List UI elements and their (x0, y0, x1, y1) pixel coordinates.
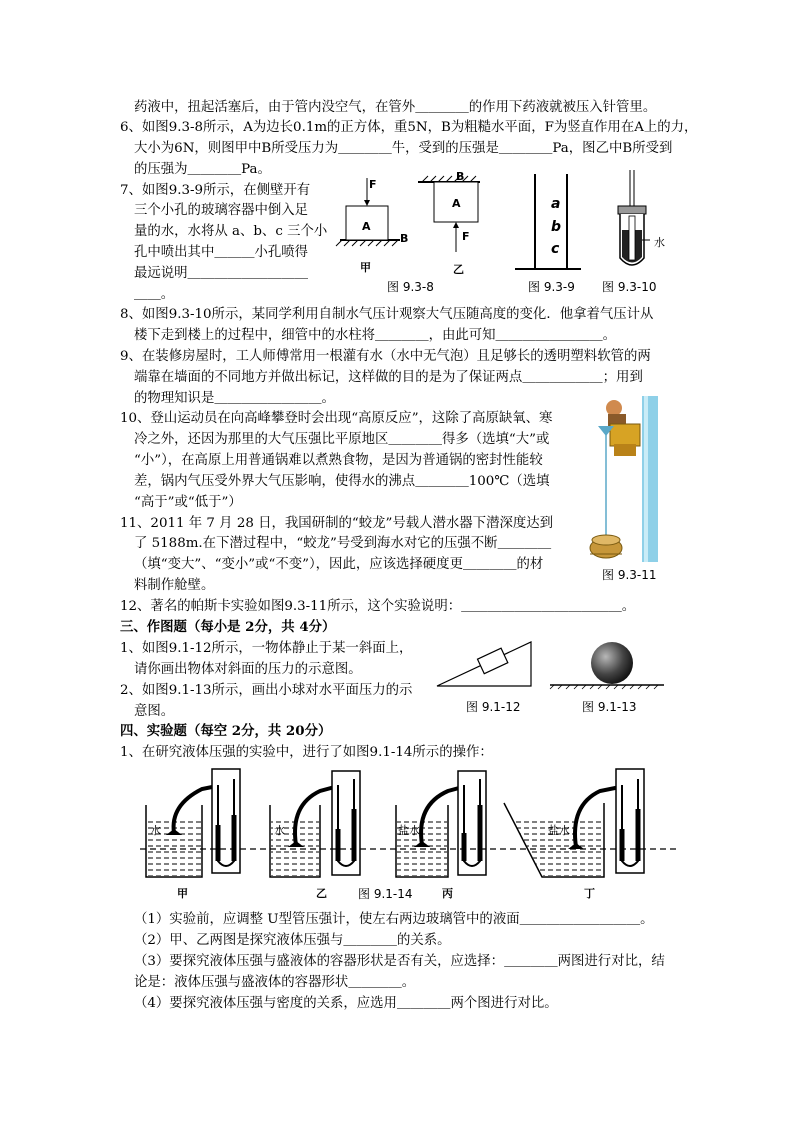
fig9114-caption: 图 9.1-14 (358, 887, 413, 901)
question-11-line-4: 料制作舱壁。 (134, 578, 215, 593)
fig9114-label-water-yi: 水 (274, 824, 285, 837)
question-7-line-5: 最远说明＿＿＿＿＿＿＿＿＿ (134, 266, 309, 281)
drawing-q2-line-1: 2、如图9.1-13所示，画出小球对水平面压力的示 (120, 683, 413, 698)
drawing-q1-line-2: 请你画出物体对斜面的压力的示意图。 (134, 662, 362, 677)
section-4-heading: 四、实验题（每空 2分，共 20分） (120, 723, 332, 739)
question-10-line-2: 冷之外，还因为那里的大气压强比平原地区＿＿＿＿得多（选填“大”或 (134, 432, 550, 447)
fig9310-label-water: 水 (654, 236, 665, 249)
fig938-label-F-top: F (369, 178, 377, 191)
fig9112-caption: 图 9.1-12 (466, 700, 521, 714)
fig938-label-jia: 甲 (360, 261, 371, 274)
fig9114-label-jia: 甲 (177, 887, 188, 900)
question-8-line-2: 楼下走到楼上的过程中，细管中的水柱将＿＿＿＿，由此可知＿＿＿＿＿＿＿＿。 (134, 328, 617, 343)
section-3-heading: 三、作图题（每小是 2分，共 4分） (120, 619, 336, 635)
question-9-line-1: 9、在装修房屋时，工人师傅常用一根灌有水（水中无气泡）且足够长的透明塑料软管的两 (120, 349, 651, 364)
question-11-line-2: 了 5188m.在下潜过程中，“蛟龙”号受到海水对它的压强不断＿＿＿＿ (134, 536, 552, 551)
question-10-line-5: “高于”或“低于”） (134, 495, 242, 510)
text-line: 药液中，扭起活塞后，由于管内没空气，在管外＿＿＿＿的作用下药液就被压入针管里。 (134, 100, 657, 115)
fig939-label-b: b (551, 219, 562, 235)
question-11-line-3: （填“变大”、“变小”或“不变”），因此，应该选择硬度更＿＿＿＿的材 (134, 557, 544, 572)
question-8-line-1: 8、如图9.3-10所示，某同学利用自制水气压计观察大气压随高度的变化．他拿着气压计从 (120, 307, 654, 322)
question-6-line-2: 大小为6N，则图甲中B所受压力为＿＿＿＿牛，受到的压强是＿＿＿＿Pa，图乙中B所受到 (134, 141, 673, 156)
figure-9-1-12 (435, 638, 535, 690)
fig9114-label-saltwater-bing: 盐水 (398, 824, 420, 837)
question-10-line-3: “小”），在高原上用普通锅难以煮熟食物，是因为普通锅的密封性能较 (134, 453, 543, 468)
fig938-label-B-top: B (456, 170, 465, 183)
fig9113-caption: 图 9.1-13 (582, 700, 637, 714)
fig938-label-F-bottom: F (462, 230, 470, 243)
fig939-label-a: a (551, 196, 561, 212)
fig939-caption: 图 9.3-9 (528, 280, 575, 294)
fig938-label-yi: 乙 (453, 263, 464, 276)
question-12: 12、著名的帕斯卡实验如图9.3-11所示，这个实验说明：＿＿＿＿＿＿＿＿＿＿＿＿。 (120, 599, 636, 614)
question-9-line-2: 端靠在墙面的不同地方并做出标记，这样做的目的是为了保证两点＿＿＿＿＿＿；用到 (134, 370, 643, 385)
fig938-label-A-left: A (362, 220, 371, 233)
figure-9-1-13 (548, 635, 668, 690)
figure-9-3-11 (586, 396, 662, 564)
fig9114-label-ding: 丁 (584, 887, 595, 900)
experiment-q1-part-2: （2）甲、乙两图是探究液体压强与＿＿＿＿的关系。 (134, 933, 451, 948)
question-10-line-1: 10、登山运动员在向高峰攀登时会出现“高原反应”，这除了高原缺氧、寒 (120, 411, 553, 426)
fig9311-caption: 图 9.3-11 (602, 568, 657, 582)
question-6-line-3: 的压强为＿＿＿＿Pa。 (134, 162, 271, 177)
fig9310-caption: 图 9.3-10 (602, 280, 657, 294)
question-7-line-3: 量的水，水将从 a、b、c 三个小 (134, 224, 328, 239)
fig938-caption: 图 9.3-8 (387, 280, 434, 294)
question-11-line-1: 11、2011 年 7 月 28 日，我国研制的“蛟龙”号载人潜水器下潜深度达到 (120, 516, 554, 531)
experiment-q1-part-3-line-1: （3）要探究液体压强与盛液体的容器形状是否有关，应选择：＿＿＿＿两图进行对比，结 (134, 954, 665, 969)
fig9114-label-yi: 乙 (316, 887, 327, 900)
fig9114-label-saltwater-ding: 盐水 (548, 824, 570, 837)
fig939-label-c: c (551, 241, 560, 257)
figure-9-3-9 (515, 172, 585, 272)
figure-9-3-8 (330, 168, 490, 278)
question-7-line-2: 三个小孔的玻璃容器中倒入足 (134, 203, 309, 218)
experiment-q1-part-4: （4）要探究液体压强与密度的关系，应选用＿＿＿＿两个图进行对比。 (134, 996, 558, 1011)
figure-9-3-10 (612, 170, 652, 272)
question-7-line-1: 7、如图9.3-9所示，在侧壁开有 (120, 183, 311, 198)
fig938-label-A-right: A (452, 197, 461, 210)
experiment-q1-part-1: （1）实验前，应调整 U型管压强计，使左右两边玻璃管中的液面＿＿＿＿＿＿＿＿＿。 (134, 912, 654, 927)
fig9114-label-water-jia: 水 (150, 824, 161, 837)
fig938-label-B-left: B (400, 232, 409, 245)
drawing-q1-line-1: 1、如图9.1-12所示，一物体静止于某一斜面上， (120, 641, 413, 656)
drawing-q2-line-2: 意图。 (134, 704, 175, 719)
fig9114-label-bing: 丙 (442, 887, 453, 900)
experiment-q1-intro: 1、在研究液体压强的实验中，进行了如图9.1-14所示的操作： (120, 745, 493, 760)
experiment-q1-part-3-line-2: 论是：液体压强与盛液体的容器形状＿＿＿＿。 (134, 975, 416, 990)
question-7-line-4: 孔中喷出其中＿＿＿小孔喷得 (134, 245, 309, 260)
question-9-line-3: 的物理知识是＿＿＿＿＿＿＿＿。 (134, 391, 335, 406)
question-7-line-6: ＿＿。 (134, 287, 175, 302)
question-6-line-1: 6、如图9.3-8所示，A为边长0.1m的正方体，重5N，B为粗糙水平面，F为竖直作用在A上的力， (120, 120, 698, 135)
question-10-line-4: 差，锅内气压受外界大气压影响，使得水的沸点＿＿＿＿100℃（选填 (134, 474, 550, 489)
